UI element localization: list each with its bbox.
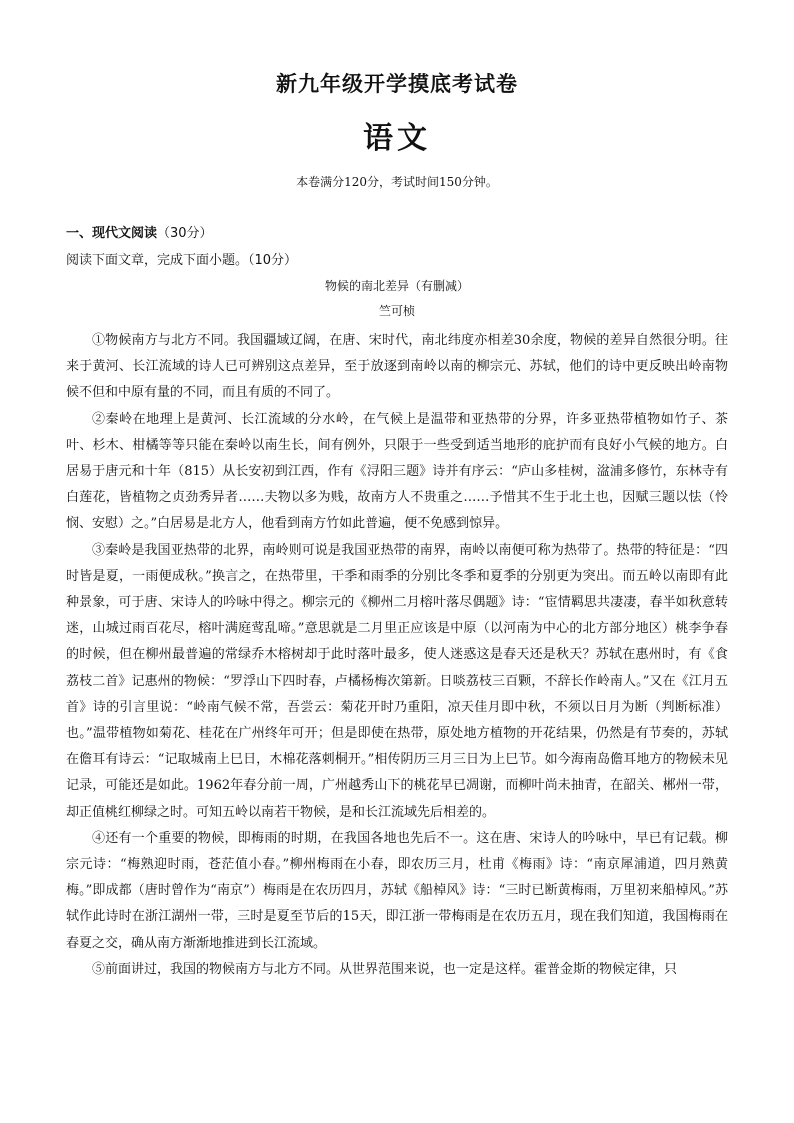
article-paragraph-5: ⑤前面讲过，我国的物候南方与北方不同。从世界范围来说，也一定是这样。霍普金斯的物候定律，只 bbox=[92, 961, 678, 977]
section-instruction: 阅读下面文章，完成下面小题。（10分） bbox=[66, 253, 298, 268]
article-title: 物候的南北差异（有删减） bbox=[324, 279, 469, 293]
article-paragraph-4: ④还有一个重要的物候，即梅雨的时期，在我国各地也先后不一。这在唐、宋诗人的吟咏中，早已有记载。柳宗元诗：“梅熟迎时雨，苍茫值小春。”柳州梅雨在小春，即农历三月，杜甫《梅雨》诗：“南京犀浦道，四月熟黄梅。”即成都（唐时曾作为“南京”）梅雨是在农历四月，苏轼《船棹风》诗：“三时已断黄梅雨，万里初来船棹风。”苏轼作此诗时在浙江湖州一带，三时是夏至节后的15天，即江浙一带梅雨是在农历五月，现在我们知道，我国梅雨在春夏之交，确从南方渐渐地推进到长江流域。 bbox=[66, 830, 728, 951]
article-author: 竺可桢 bbox=[378, 304, 415, 318]
exam-title: 新九年级开学摸底考试卷 bbox=[276, 72, 518, 96]
subject-title: 语文 bbox=[363, 121, 431, 156]
article-paragraph-1: ①物候南方与北方不同。我国疆域辽阔，在唐、宋时代，南北纬度亦相差30余度，物候的差异自然很分明。往来于黄河、长江流域的诗人已可辨别这点差异，至于放逐到南岭以南的柳宗元、苏轼，他们的诗中更反映出岭南物候不但和中原有量的不同，而且有质的不同了。 bbox=[66, 333, 728, 401]
exam-note: 本卷满分120分，考试时间150分钟。 bbox=[296, 175, 498, 189]
section-heading bbox=[66, 222, 213, 241]
section-title: 一、现代文阅读 bbox=[66, 226, 158, 241]
article-body bbox=[66, 328, 728, 983]
section-score: （30分） bbox=[157, 226, 213, 241]
article-paragraph-2: ②秦岭在地理上是黄河、长江流域的分水岭，在气候上是温带和亚热带的分界，许多亚热带植物如竹子、茶叶、杉木、柑橘等等只能在秦岭以南生长，间有例外，只限于一些受到适当地形的庇护而有良好小气候的地方。白居易于唐元和十年（815）从长安初到江西，作有《浔阳三题》诗并有序云：“庐山多桂树，湓浦多修竹，东林寺有白莲花，皆植物之贞劲秀异者……夫物以多为贱，故南方人不贵重之……予惜其不生于北土也，因赋三题以怯（怜悯、安慰）之。”白居易是北方人，他看到南方竹如此普遍，便不免感到惊异。 bbox=[66, 411, 728, 532]
article-paragraph-3: ③秦岭是我国亚热带的北界，南岭则可说是我国亚热带的南界，南岭以南便可称为热带了。热带的特征是：“四时皆是夏，一雨便成秋。”换言之，在热带里，干季和雨季的分别比冬季和夏季的分别更为突出。而五岭以南即有此种景象，可于唐、宋诗人的吟咏中得之。柳宗元的《柳州二月榕叶落尽偶题》诗：“宦情羁思共凄凄，春半如秋意转迷，山城过雨百花尽，榕叶满庭莺乱啼。”意思就是二月里正应该是中原（以河南为中心的北方部分地区）桃李争春的时候，但在柳州最普遍的常绿乔木榕树却于此时落叶最多，使人迷惑这是春天还是秋天？苏轼在惠州时，有《食荔枝二首》记惠州的物候：“罗浮山下四时春，卢橘杨梅次第新。日啖荔枝三百颗，不辞长作岭南人。”又在《江月五首》诗的引言里说：“岭南气候不常，吾尝云：菊花开时乃重阳，凉天佳月即中秋，不须以日月为断（判断标准）也。”温带植物如菊花、桂花在广州终年可开；但是即使在热带，原处地方植物的开花结果，仍然是有节奏的，苏轼在儋耳有诗云：“记取城南上巳日，木棉花落刺桐开。”相传阴历三月三日为上巳节。如今海南岛儋耳地方的物候未见记录，可能还是如此。1962年春分前一周，广州越秀山下的桃花早已凋谢，而柳叶尚未抽青，在韶关、郴州一带，却正值桃红柳绿之时。可知五岭以南若干物候，是和长江流域先后相差的。 bbox=[66, 542, 728, 820]
